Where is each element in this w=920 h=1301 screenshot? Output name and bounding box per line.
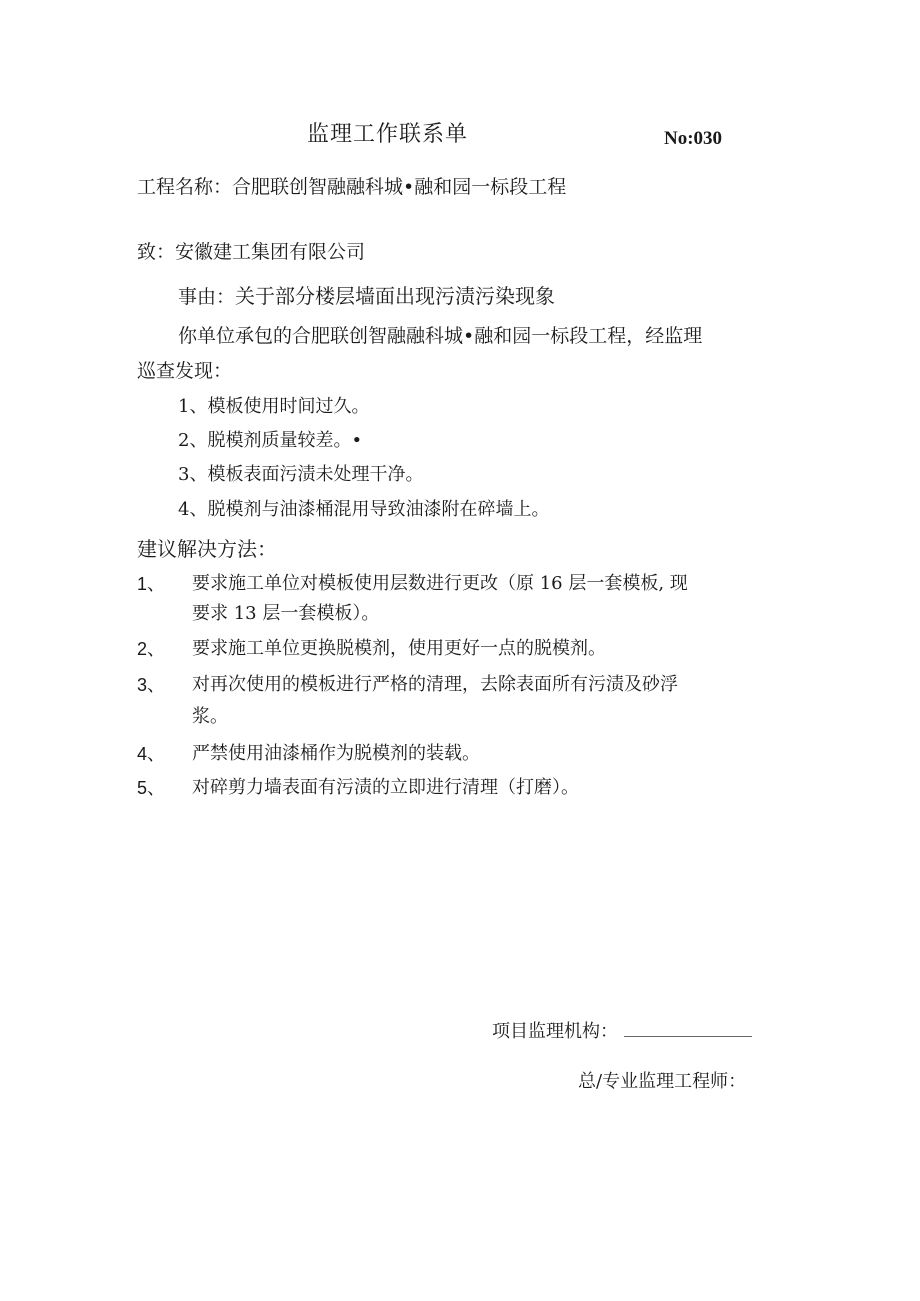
- solution-text-continued: 要求 13 层一套模板）。: [192, 603, 380, 624]
- solution-text-continued: 浆。: [192, 706, 228, 727]
- document-number: No:030: [664, 128, 723, 149]
- finding-item: 4、脱模剂与油漆桶混用导致油漆附在碎墙上。: [178, 499, 550, 520]
- body-line-2: 巡查发现：: [137, 360, 233, 382]
- solution-text: 要求施工单位更换脱模剂，使用更好一点的脱模剂。: [192, 638, 606, 659]
- document-title: 监理工作联系单: [307, 122, 469, 147]
- recipient-line: [137, 243, 365, 262]
- finding-item: 2、脱模剂质量较差。•: [178, 430, 363, 451]
- body-line-1: 你单位承包的合肥联创智融融科城•融和园一标段工程，经监理: [178, 325, 703, 347]
- solution-number: 5、: [137, 778, 166, 798]
- supervision-org-label: 项目监理机构：: [492, 1021, 618, 1042]
- solution-number: 1、: [137, 574, 166, 594]
- supervision-org-blank: [624, 1020, 752, 1037]
- subject-line: [178, 286, 555, 307]
- project-label: 工程名称：: [137, 176, 233, 198]
- solution-text: 要求施工单位对模板使用层数进行更改（原 16 层一套模板, 现: [192, 573, 688, 594]
- project-line: [137, 178, 566, 197]
- solution-number: 2、: [137, 639, 166, 659]
- project-name: 合肥联创智融融科城•融和园一标段工程: [232, 176, 567, 198]
- recipient-label: 致：: [137, 241, 176, 263]
- supervision-org-line: [492, 1020, 752, 1041]
- solution-number: 3、: [137, 675, 166, 695]
- finding-item: 1、模板使用时间过久。: [178, 396, 370, 417]
- solution-text: 对碎剪力墙表面有污渍的立即进行清理（打磨）。: [192, 777, 579, 798]
- engineer-label: 总/专业监理工程师：: [578, 1071, 747, 1092]
- solutions-heading: 建议解决方法：: [137, 537, 277, 561]
- subject-text: 关于部分楼层墙面出现污渍污染现象: [235, 284, 556, 308]
- solution-text: 严禁使用油漆桶作为脱模剂的装载。: [192, 743, 480, 764]
- recipient-name: 安徽建工集团有限公司: [175, 241, 366, 263]
- solution-text: 对再次使用的模板进行严格的清理，去除表面所有污渍及砂浮: [192, 674, 678, 695]
- solution-number: 4、: [137, 744, 166, 764]
- finding-item: 3、模板表面污渍未处理干净。: [178, 464, 424, 485]
- subject-label: 事由：: [178, 286, 236, 308]
